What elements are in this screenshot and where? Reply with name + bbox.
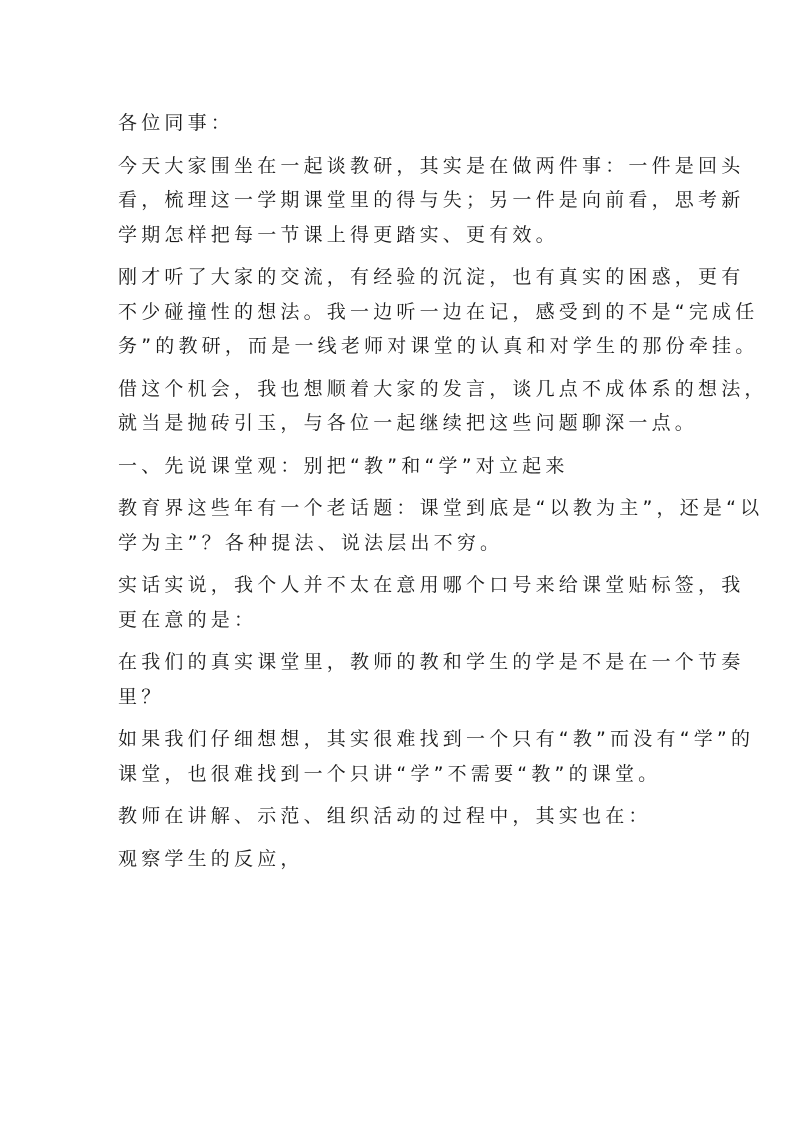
opinion-paragraph [118,568,745,637]
text-line: 看，梳理这一学期课堂里的得与失；另一件是向前看，思考新 [118,189,745,211]
intro-paragraph [118,149,745,253]
purpose-paragraph [118,372,768,441]
text-line: 不少碰撞性的想法。我一边听一边在记，感受到的不是“完成任 [118,300,759,323]
heading-line: 一、先说课堂观：别把“教”和“学”对立起来 [118,454,569,477]
text-line: 在我们的真实课堂里，教师的教和学生的学是不是在一个节奏 [118,651,745,673]
question-paragraph [118,645,745,714]
text-line: 各位同事： [118,112,235,134]
topic-paragraph [118,491,764,560]
reflection-paragraph [118,722,755,791]
text-line: 观察学生的反应， [118,847,304,870]
text-line: 刚才听了大家的交流，有经验的沉淀，也有真实的困惑，更有 [118,266,745,288]
document-page [118,106,768,884]
teacher-process-paragraph [118,799,678,834]
text-line: 课堂，也很难找到一个只讲“学”不需要“教”的课堂。 [118,762,662,785]
section-heading-1 [118,449,678,484]
text-line: 教师在讲解、示范、组织活动的过程中，其实也在： [118,805,652,827]
text-line: 学期怎样把每一节课上得更踏实、更有效。 [118,223,559,246]
text-line: 如果我们仔细想想，其实很难找到一个只有“教”而没有“学”的 [118,728,755,750]
text-line: 更在意的是： [118,608,258,631]
observe-paragraph [118,842,678,877]
text-line: 就当是抛砖引玉，与各位一起继续把这些问题聊深一点。 [118,412,699,434]
text-line: 借这个机会，我也想顺着大家的发言，谈几点不成体系的想法， [118,377,768,400]
text-line: 实话实说，我个人并不太在意用哪个口号来给课堂贴标签，我 [118,574,745,596]
exchange-paragraph [118,260,759,364]
text-line: 里？ [118,685,165,708]
text-line: 学为主”？各种提法、说法层出不穷。 [118,531,504,554]
greeting-paragraph [118,106,678,141]
text-line: 今天大家围坐在一起谈教研，其实是在做两件事：一件是回头 [118,154,745,177]
text-line: 务”的教研，而是一线老师对课堂的认真和对学生的那份牵挂。 [118,335,759,357]
text-line: 教育界这些年有一个老话题：课堂到底是“以教为主”，还是“以 [118,497,764,519]
